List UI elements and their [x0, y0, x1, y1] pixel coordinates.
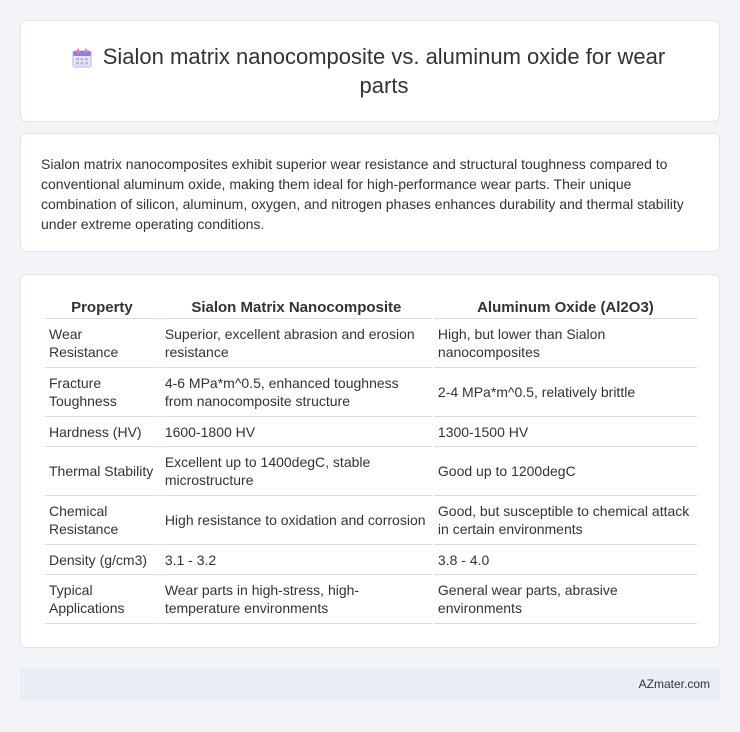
row-alumina-value: Good up to 1200degC: [434, 447, 697, 496]
page-title: Sialon matrix nanocomposite vs. aluminum oxide for wear parts: [102, 44, 666, 98]
intro-card: [20, 133, 720, 252]
row-alumina-value: High, but lower than Sialon nanocomposites: [434, 319, 697, 368]
table-row: [45, 319, 697, 368]
row-alumina-value: General wear parts, abrasive environments: [434, 575, 697, 624]
row-sialon-value: 1600-1800 HV: [161, 417, 432, 447]
row-alumina-value: Good, but susceptible to chemical attack in certain environments: [434, 496, 697, 545]
header-property: Property: [45, 294, 159, 319]
table-row: [45, 447, 697, 496]
row-sialon-value: High resistance to oxidation and corrosion: [161, 496, 432, 545]
table-row: [45, 545, 697, 575]
row-property: Density (g/cm3): [45, 545, 159, 575]
title-wrap: [21, 21, 719, 121]
header-alumina: Aluminum Oxide (Al2O3): [434, 294, 697, 319]
row-alumina-value: 1300-1500 HV: [434, 417, 697, 447]
title-card: [20, 20, 720, 122]
header-sialon: Sialon Matrix Nanocomposite: [161, 294, 432, 319]
row-sialon-value: Excellent up to 1400degC, stable microstructure: [161, 447, 432, 496]
intro-paragraph: Sialon matrix nanocomposites exhibit superior wear resistance and structural toughness compared to conventional aluminum oxide, making them ideal for high-performance wear parts. Their unique combination of silicon, aluminum, oxygen, and nitrogen phases enhances durability and thermal stability under extreme operating conditions.: [41, 156, 684, 232]
row-property: Thermal Stability: [45, 447, 159, 496]
table-row: [45, 368, 697, 417]
table-row: [45, 417, 697, 447]
footer-site-link[interactable]: AZmater.com: [638, 677, 710, 691]
row-sialon-value: 3.1 - 3.2: [161, 545, 432, 575]
calendar-icon: [71, 47, 93, 69]
comparison-card: [20, 274, 720, 648]
row-property: Fracture Toughness: [45, 368, 159, 417]
row-sialon-value: Superior, excellent abrasion and erosion resistance: [161, 319, 432, 368]
row-property: Chemical Resistance: [45, 496, 159, 545]
row-property: Hardness (HV): [45, 417, 159, 447]
row-property: Typical Applications: [45, 575, 159, 624]
row-property: Wear Resistance: [45, 319, 159, 368]
comparison-table: [43, 294, 699, 624]
footer-bar: [20, 668, 720, 701]
row-alumina-value: 3.8 - 4.0: [434, 545, 697, 575]
table-row: [45, 496, 697, 545]
row-sialon-value: 4-6 MPa*m^0.5, enhanced toughness from nanocomposite structure: [161, 368, 432, 417]
row-alumina-value: 2-4 MPa*m^0.5, relatively brittle: [434, 368, 697, 417]
row-sialon-value: Wear parts in high-stress, high-temperature environments: [161, 575, 432, 624]
table-row: [45, 575, 697, 624]
table-header-row: [45, 294, 697, 319]
